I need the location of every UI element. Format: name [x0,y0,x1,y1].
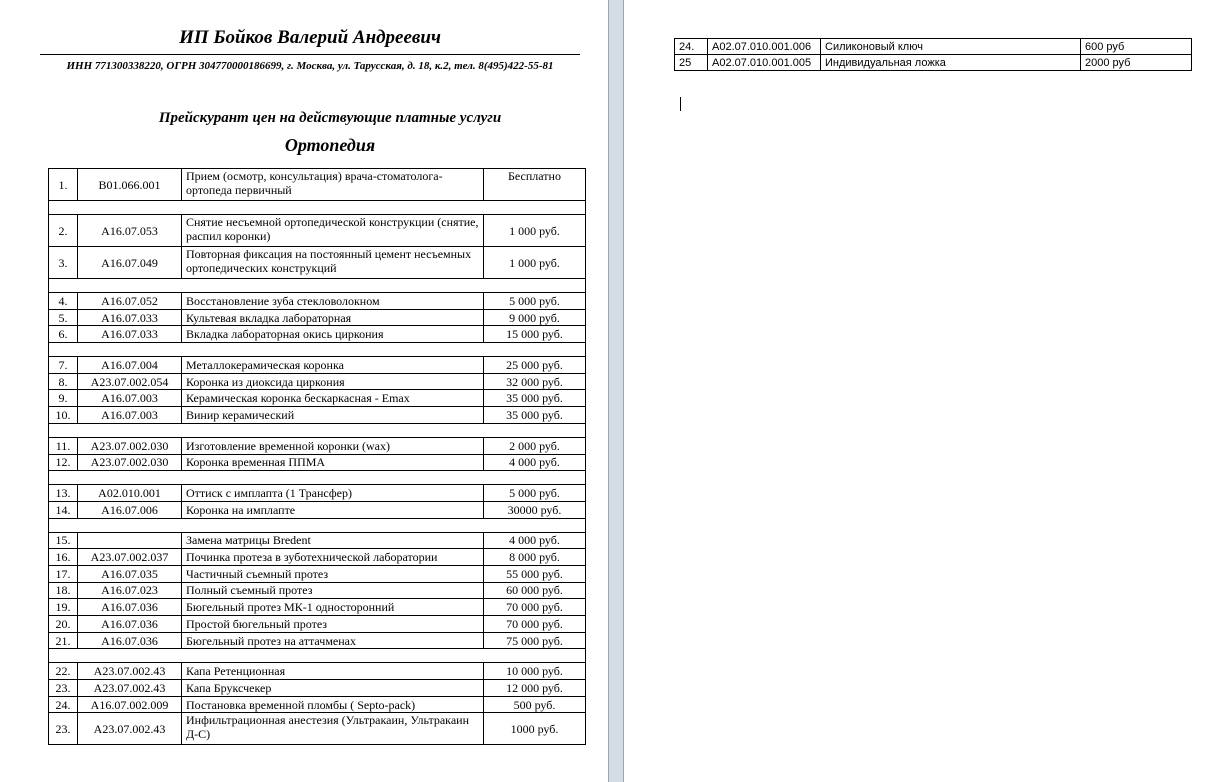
service-price: 25 000 руб. [484,357,586,374]
service-code: A16.07.002.009 [78,696,182,713]
service-price: 35 000 руб. [484,407,586,424]
service-name: Изготовление временной коронки (wax) [182,437,484,454]
service-price: 2000 руб [1081,55,1192,71]
service-name: Капа Ретенционная [182,663,484,680]
service-name: Повторная фиксация на постоянный цемент несъемных ортопедических конструкций [182,247,484,279]
service-code: A16.07.036 [78,616,182,633]
service-name: Бюгельный протез МК-1 односторонний [182,599,484,616]
service-name: Коронка на имплапте [182,501,484,518]
price-table [48,168,586,745]
service-price: 9 000 руб. [484,309,586,326]
service-code: A16.07.035 [78,565,182,582]
spacer-cell [49,471,586,485]
table-row [49,713,586,745]
row-number: 23. [49,680,78,697]
service-code: A02.010.001 [78,485,182,502]
service-code: A23.07.002.43 [78,680,182,697]
service-code: A16.07.004 [78,357,182,374]
service-code: A16.07.023 [78,582,182,599]
service-price: 1 000 руб. [484,215,586,247]
service-name: Индивидуальная ложка [821,55,1081,71]
row-number: 24. [675,39,708,55]
table-row [49,373,586,390]
table-row [49,407,586,424]
spacer-row [49,423,586,437]
service-price: 60 000 руб. [484,582,586,599]
service-price: 1000 руб. [484,713,586,745]
service-code: A23.07.002.037 [78,549,182,566]
service-code: A23.07.002.054 [78,373,182,390]
spacer-cell [49,201,586,215]
service-code: A02.07.010.001.005 [708,55,821,71]
row-number: 21. [49,632,78,649]
service-code: A16.07.006 [78,501,182,518]
row-number: 24. [49,696,78,713]
table-row [49,309,586,326]
service-price: 32 000 руб. [484,373,586,390]
row-number: 17. [49,565,78,582]
text-cursor[interactable] [680,97,681,111]
service-name: Силиконовый ключ [821,39,1081,55]
table-row [49,485,586,502]
row-number: 19. [49,599,78,616]
service-code: A16.07.003 [78,390,182,407]
document-title: ИП Бойков Валерий Андреевич [179,27,441,48]
service-name: Прием (осмотр, консультация) врача-стоматолога-ортопеда первичный [182,169,484,201]
row-number: 11. [49,437,78,454]
service-code: A16.07.036 [78,632,182,649]
table-row [49,680,586,697]
table-row [675,55,1192,71]
table-row [49,169,586,201]
table-row [49,549,586,566]
service-name: Частичный съемный протез [182,565,484,582]
spacer-cell [49,343,586,357]
service-price: 600 руб [1081,39,1192,55]
service-name: Починка протеза в зуботехнической лаборатории [182,549,484,566]
table-row [49,501,586,518]
service-name: Постановка временной пломбы ( Septo-pack) [182,696,484,713]
row-number: 12. [49,454,78,471]
service-price: 2 000 руб. [484,437,586,454]
service-name: Бюгельный протез на аттачменах [182,632,484,649]
service-price: 15 000 руб. [484,326,586,343]
table-row [49,293,586,310]
row-number: 4. [49,293,78,310]
row-number: 20. [49,616,78,633]
price-list-heading: Прейскурант цен на действующие платные услуги [158,110,502,126]
row-number: 9. [49,390,78,407]
service-code: A16.07.003 [78,407,182,424]
service-name: Простой бюгельный протез [182,616,484,633]
service-code [78,532,182,549]
service-price: Бесплатно [484,169,586,201]
service-name: Снятие несъемной ортопедической конструкции (снятие, распил коронки) [182,215,484,247]
service-price: 12 000 руб. [484,680,586,697]
row-number: 16. [49,549,78,566]
service-name: Инфильтрационная анестезия (Ультракаин, Ультракаин Д-С) [182,713,484,745]
service-price: 55 000 руб. [484,565,586,582]
table-row [49,215,586,247]
service-price: 5 000 руб. [484,485,586,502]
requisites-line: ИНН 771300338220, ОГРН 304770000186699, г. Москва, ул. Тарусская, д. 18, к.2, тел. 8(495)422-55-81 [66,60,554,72]
service-name: Полный съемный протез [182,582,484,599]
table-row [49,565,586,582]
service-code: A23.07.002.030 [78,454,182,471]
table-row [49,632,586,649]
table-row [49,454,586,471]
spacer-row [49,343,586,357]
row-number: 15. [49,532,78,549]
spacer-row [49,201,586,215]
service-code: A16.07.049 [78,247,182,279]
row-number: 10. [49,407,78,424]
spacer-row [49,471,586,485]
service-code: B01.066.001 [78,169,182,201]
service-code: A23.07.002.030 [78,437,182,454]
service-price: 35 000 руб. [484,390,586,407]
service-name: Культевая вкладка лабораторная [182,309,484,326]
row-number: 6. [49,326,78,343]
service-code: A16.07.033 [78,326,182,343]
row-number: 8. [49,373,78,390]
service-name: Металлокерамическая коронка [182,357,484,374]
table-row [49,437,586,454]
service-price: 5 000 руб. [484,293,586,310]
service-code: A23.07.002.43 [78,713,182,745]
spacer-cell [49,518,586,532]
service-price: 75 000 руб. [484,632,586,649]
service-price: 70 000 руб. [484,599,586,616]
service-code: A23.07.002.43 [78,663,182,680]
service-name: Коронка временная ППМА [182,454,484,471]
service-price: 70 000 руб. [484,616,586,633]
service-price: 4 000 руб. [484,532,586,549]
row-number: 5. [49,309,78,326]
service-name: Оттиск с имплапта (1 Трансфер) [182,485,484,502]
row-number: 3. [49,247,78,279]
table-row [49,390,586,407]
row-number: 7. [49,357,78,374]
table-row [49,357,586,374]
table-row [49,532,586,549]
spacer-cell [49,423,586,437]
service-name: Вкладка лабораторная окись циркония [182,326,484,343]
table-row [49,663,586,680]
service-name: Винир керамический [182,407,484,424]
row-number: 18. [49,582,78,599]
service-price: 1 000 руб. [484,247,586,279]
row-number: 25 [675,55,708,71]
table-row [49,616,586,633]
page-gutter [608,0,624,782]
table-row [675,39,1192,55]
row-number: 13. [49,485,78,502]
service-code: A16.07.052 [78,293,182,310]
spacer-cell [49,279,586,293]
service-price: 4 000 руб. [484,454,586,471]
row-number: 23. [49,713,78,745]
table-row [49,326,586,343]
table-row [49,582,586,599]
service-price: 500 руб. [484,696,586,713]
row-number: 2. [49,215,78,247]
service-code: A16.07.036 [78,599,182,616]
spacer-cell [49,649,586,663]
table-row [49,247,586,279]
spacer-row [49,649,586,663]
service-price: 10 000 руб. [484,663,586,680]
document-page-left [0,0,608,782]
continued-price-table [674,38,1192,71]
table-row [49,696,586,713]
title-rule [40,54,580,55]
service-code: A02.07.010.001.006 [708,39,821,55]
service-code: A16.07.033 [78,309,182,326]
service-code: A16.07.053 [78,215,182,247]
table-row [49,599,586,616]
row-number: 14. [49,501,78,518]
spacer-row [49,518,586,532]
row-number: 1. [49,169,78,201]
service-name: Замена матрицы Bredent [182,532,484,549]
section-title: Ортопедия [284,135,376,155]
spacer-row [49,279,586,293]
service-name: Коронка из диоксида циркония [182,373,484,390]
service-price: 30000 руб. [484,501,586,518]
row-number: 22. [49,663,78,680]
service-name: Восстановление зуба стекловолокном [182,293,484,310]
service-name: Капа Бруксчекер [182,680,484,697]
service-name: Керамическая коронка бескаркасная - Emax [182,390,484,407]
service-price: 8 000 руб. [484,549,586,566]
document-page-right [624,0,1225,782]
